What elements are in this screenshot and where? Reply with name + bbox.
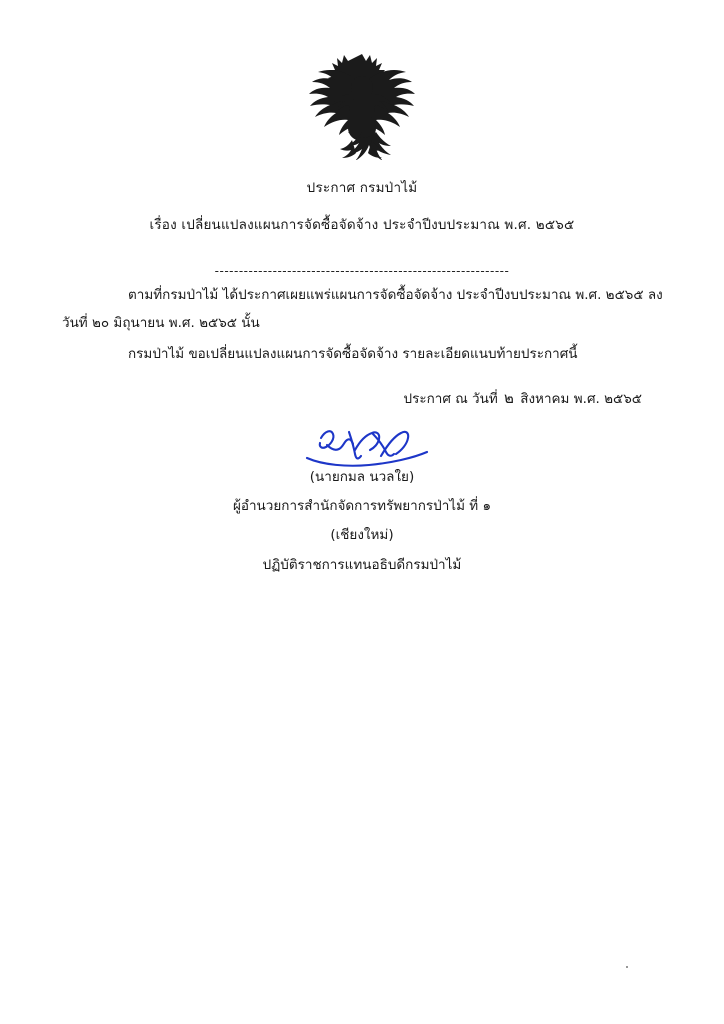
date-prefix: ประกาศ ณ วันที่ bbox=[403, 391, 498, 407]
signer-position-line-3: ปฏิบัติราชการแทนอธิบดีกรมป่าไม้ bbox=[262, 556, 462, 573]
date-day: ๒ bbox=[504, 389, 514, 407]
body-paragraph-2: กรมป่าไม้ ขอเปลี่ยนแปลงแผนการจัดซื้อจัดจ้าง รายละเอียดแนบท้ายประกาศนี้ bbox=[128, 346, 578, 363]
body-paragraph-1: ตามที่กรมป่าไม้ ได้ประกาศเผยแพร่แผนการจัดซื้อจัดจ้าง ประจำปีงบประมาณ พ.ศ. ๒๕๖๕ ลงวันที่ ๒๐ มิถุนายน พ.ศ. ๒๕๖๕ นั้น bbox=[62, 287, 663, 331]
signer-block bbox=[0, 466, 724, 577]
scan-artifact-dot bbox=[626, 966, 628, 968]
header-divider: ------------------------------------------------------------- bbox=[214, 263, 510, 278]
signer-position-line-2: (เชียงใหม่) bbox=[330, 527, 394, 544]
signature-mark bbox=[0, 418, 724, 470]
document-body bbox=[62, 282, 666, 369]
garuda-emblem bbox=[0, 48, 724, 160]
document-header bbox=[0, 178, 724, 278]
date-suffix: สิงหาคม พ.ศ. ๒๕๖๕ bbox=[520, 391, 642, 407]
announcement-subject: เรื่อง เปลี่ยนแปลงแผนการจัดซื้อจัดจ้าง ประจำปีงบประมาณ พ.ศ. ๒๕๖๕ bbox=[149, 217, 575, 234]
signer-position-line-1: ผู้อำนวยการสำนักจัดการทรัพยากรป่าไม้ ที่ ๑ bbox=[232, 498, 492, 515]
announcement-date bbox=[0, 386, 642, 410]
announcement-title: ประกาศ กรมป่าไม้ bbox=[306, 180, 418, 196]
signer-name: (นายกมล นวลใย) bbox=[309, 469, 415, 485]
